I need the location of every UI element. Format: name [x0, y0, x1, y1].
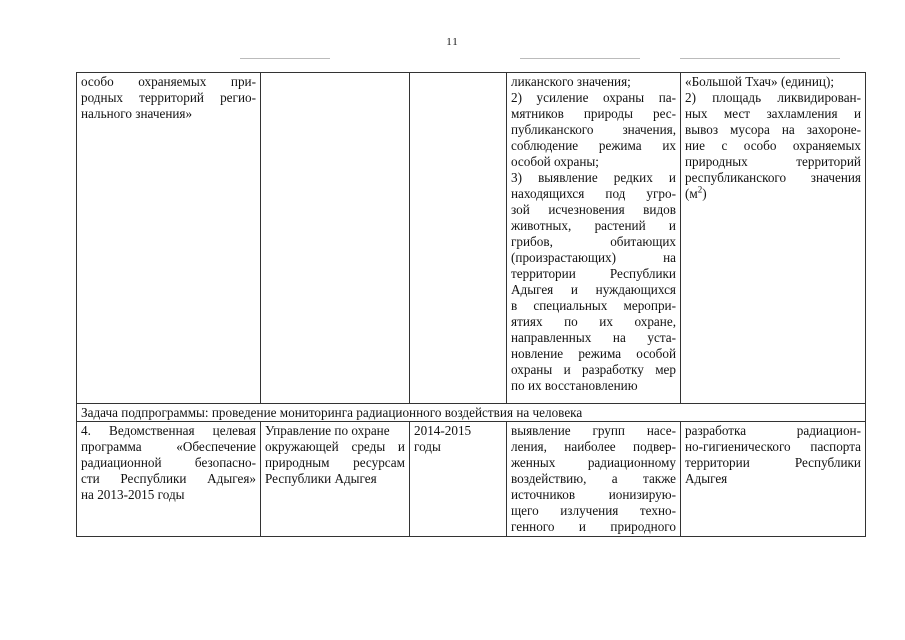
text-line: по их восстановлению: [511, 378, 638, 393]
cell-executor: [261, 422, 410, 537]
text-line: генного и природного: [511, 519, 676, 534]
text-line: щего излучения техно-: [511, 503, 676, 518]
text-line: 2) усиление охраны па-: [511, 90, 676, 105]
text-line: охраны и разработку мер: [511, 362, 676, 377]
unit-line: [685, 186, 861, 202]
text-line: в специальных меропри-: [511, 298, 676, 313]
text-line: Республики Адыгея: [265, 471, 377, 486]
text-line: территории Республики: [511, 266, 676, 281]
text-line: 2014-2015: [414, 423, 472, 438]
cell-period-cont: [410, 73, 507, 404]
scan-artifact-line: [240, 58, 330, 59]
text-line: природных территорий: [685, 154, 861, 169]
text-line: Адыгея: [685, 471, 728, 486]
scan-artifact-line: [520, 58, 640, 59]
text-line: территории Республики: [685, 455, 861, 470]
text-line: публиканского значения,: [511, 122, 676, 137]
program-table: [76, 72, 866, 537]
cell-program-name: [77, 422, 261, 537]
text-line: программа «Обеспечение: [81, 439, 256, 454]
text-line: ления, наиболее подвер-: [511, 439, 676, 454]
text-line: но-гигиенического паспорта: [685, 439, 861, 454]
text-line: родных территорий регио-: [81, 90, 256, 105]
text-line: природным ресурсам: [265, 455, 405, 470]
cell-goals: [507, 422, 681, 537]
text-line: «Большой Тхач» (единиц);: [685, 74, 835, 89]
cell-executor-cont: [261, 73, 410, 404]
text-line: вывоз мусора на захороне-: [685, 122, 861, 137]
text-line: (произрастающих) на: [511, 250, 676, 265]
text-line: на 2013-2015 годы: [81, 487, 185, 502]
table-row-program: [77, 422, 866, 537]
unit-superscript: 2: [697, 184, 703, 195]
unit-suffix: ): [702, 186, 707, 201]
cell-goals-cont: [507, 73, 681, 404]
text-line: 3) выявление редких и: [511, 170, 676, 185]
text-line: Управление по охране: [265, 423, 390, 438]
text-line: годы: [414, 439, 441, 454]
text-line: ликанского значения;: [511, 74, 631, 89]
text-line: женных радиационному: [511, 455, 676, 470]
text-line: грибов, обитающих: [511, 234, 676, 249]
text-line: соблюдение режима их: [511, 138, 676, 153]
text-line: 4. Ведомственная целевая: [81, 423, 256, 438]
text-line: мятников природы рес-: [511, 106, 676, 121]
cell-period: [410, 422, 507, 537]
text-line: новление режима особой: [511, 346, 676, 361]
text-line: особо охраняемых при-: [81, 74, 256, 89]
text-line: выявление групп насе-: [511, 423, 676, 438]
unit-prefix: (м: [685, 186, 698, 201]
text-line: разработка радиацион-: [685, 423, 861, 438]
task-text: Задача подпрограммы: проведение мониторинга радиационного воздействия на человека: [81, 405, 583, 420]
text-line: находящихся под угро-: [511, 186, 676, 201]
page-number: 11: [446, 36, 459, 48]
table-row-task: [77, 404, 866, 422]
text-line: нального значения»: [81, 106, 193, 121]
text-line: Адыгея и нуждающихся: [511, 282, 676, 297]
text-line: ятиях по их охране,: [511, 314, 676, 329]
cell-indicators-cont: [681, 73, 866, 404]
cell-task: [77, 404, 866, 422]
text-line: направленных на уста-: [511, 330, 676, 345]
text-line: животных, растений и: [511, 218, 676, 233]
text-line: республиканского значения: [685, 170, 861, 185]
text-line: зой исчезновения видов: [511, 202, 676, 217]
cell-program-name-cont: [77, 73, 261, 404]
text-line: радиационной безопасно-: [81, 455, 256, 470]
text-line: особой охраны;: [511, 154, 599, 169]
text-line: сти Республики Адыгея»: [81, 471, 256, 486]
text-line: 2) площадь ликвидирован-: [685, 90, 861, 105]
scan-artifact-line: [680, 58, 840, 59]
text-line: ных мест захламления и: [685, 106, 861, 121]
text-line: ние с особо охраняемых: [685, 138, 861, 153]
text-line: источников ионизирую-: [511, 487, 676, 502]
text-line: окружающей среды и: [265, 439, 405, 454]
cell-indicators: [681, 422, 866, 537]
text-line: воздействию, а также: [511, 471, 676, 486]
table-row-continuation: [77, 73, 866, 404]
